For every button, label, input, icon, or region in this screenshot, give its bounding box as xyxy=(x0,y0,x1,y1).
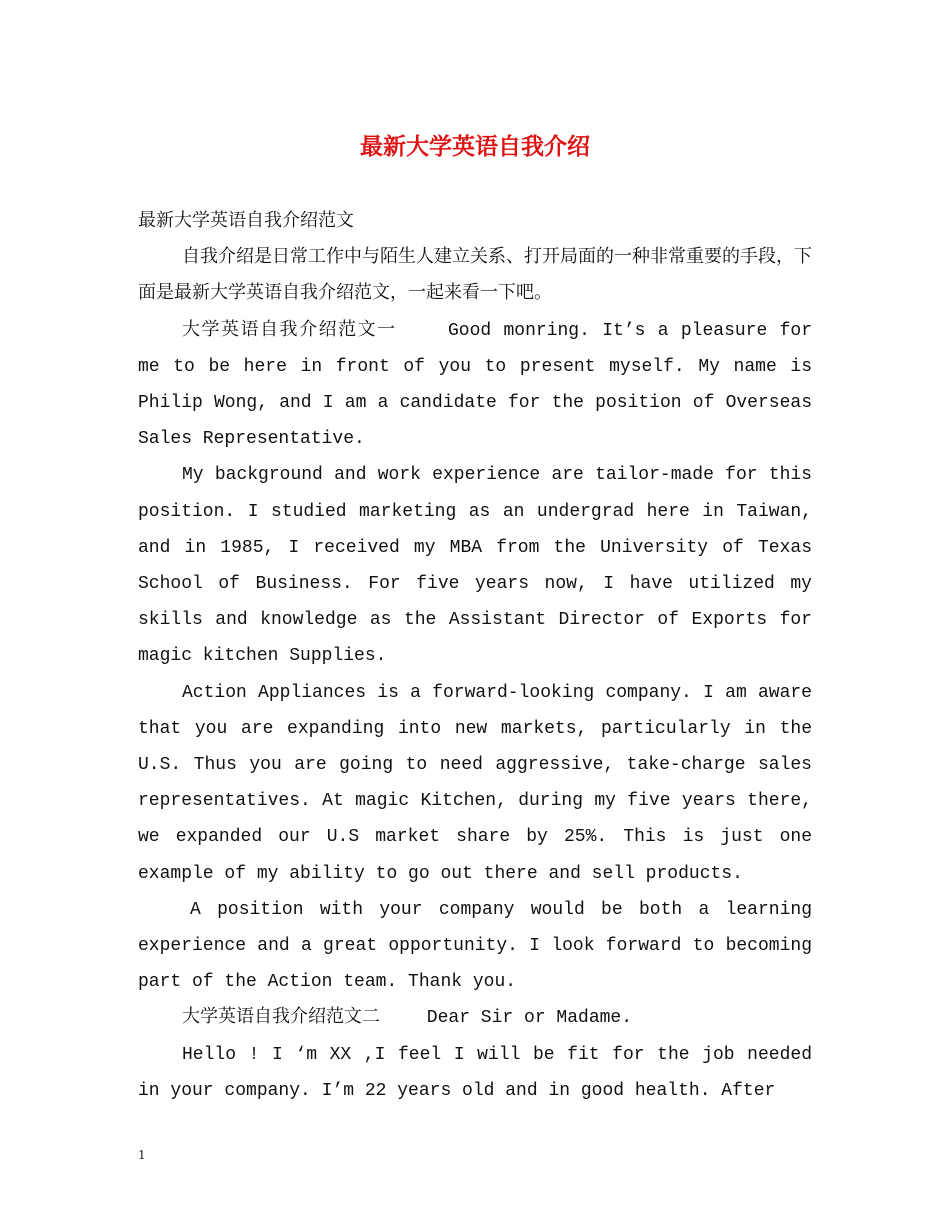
paragraph-closing: A position with your company would be both a learning experience and a great opportunity. I look forward to becoming part of the Action team. Thank you. xyxy=(138,899,812,993)
paragraph-company: Action Appliances is a forward-looking company. I am aware that you are expanding into new markets, particularly in the U.S. Thus you are going to need aggressive, take-charge sales representatives. At magic Kitchen, during my five years there, we expanded our U.S market share by 25%. This is just one example of my ability to go out there and sell products. xyxy=(138,682,812,884)
paragraph-background: My background and work experience are tailor-made for this position. I studied marketing as an undergrad here in Taiwan, and in 1985, I received my MBA from the University of Texas School of Business. For five years now, I have utilized my skills and knowledge as the Assistant Director of Exports for magic kitchen Supplies. xyxy=(138,465,812,667)
paragraph-sample-two: Hello ! I ‘m XX ,I feel I will be fit for the job needed in your company. I’m 22 years old and in good health. After xyxy=(138,1044,812,1101)
document-body xyxy=(138,204,812,1109)
page-number: 1 xyxy=(138,1148,146,1162)
paragraph-sample-two-heading: 大学英语自我介绍范文二 Dear Sir or Madame. xyxy=(182,1008,633,1029)
subheading: 最新大学英语自我介绍范文 xyxy=(138,212,354,232)
paragraph-intro: 自我介绍是日常工作中与陌生人建立关系、打开局面的一种非常重要的手段，下面是最新大学英语自我介绍范文，一起来看一下吧。 xyxy=(138,248,812,305)
paragraph-sample-one: 大学英语自我介绍范文一 Good monring. It’s a pleasure for me to be here in front of you to present myself. My name is Philip Wong, and I am a candidate for the position of Overseas Sales Representative. xyxy=(138,320,812,450)
document-title: 最新大学英语自我介绍 xyxy=(360,134,590,160)
